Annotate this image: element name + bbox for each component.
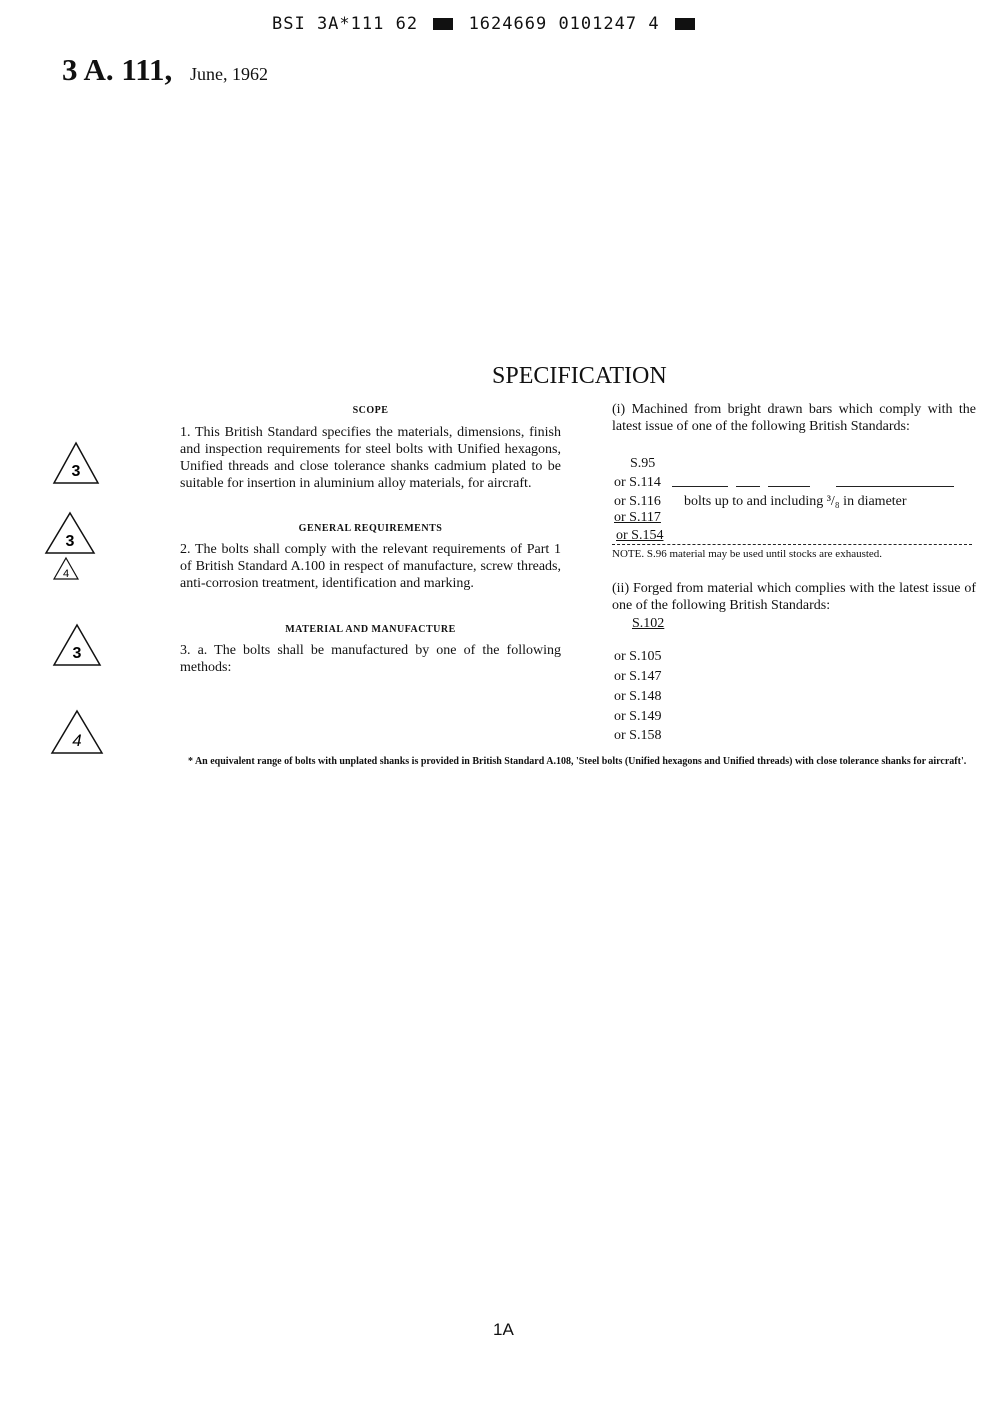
s116-note: bolts up to and including ³/₈ in diameter bbox=[684, 494, 907, 509]
amendment-triangle-icon bbox=[50, 708, 104, 756]
amendment-mark-label: 4 bbox=[62, 568, 70, 580]
machined-standard: or S.154 bbox=[616, 528, 664, 543]
forged-standard: or S.148 bbox=[614, 689, 662, 704]
forged-standard: S.102 bbox=[632, 616, 665, 631]
machined-standard: or S.116 bbox=[614, 494, 661, 509]
machined-text: (i) Machined from bright drawn bars which comply with the latest issue of one of the following British Standards: bbox=[612, 402, 976, 434]
header-block-mark bbox=[433, 18, 453, 30]
amendment-mark-label: 3 bbox=[71, 463, 81, 480]
amendment-mark-label: 3 bbox=[65, 533, 75, 550]
scope-heading: SCOPE bbox=[352, 405, 389, 416]
forged-standard: or S.147 bbox=[614, 669, 662, 684]
forged-standard: or S.158 bbox=[614, 728, 662, 743]
forged-text: (ii) Forged from material which complies with the latest issue of one of the following British Standards: bbox=[612, 581, 976, 613]
forged-standard: or S.149 bbox=[614, 709, 662, 724]
scope-text: 1. This British Standard specifies the materials, dimensions, finish and inspection requirements for steel bolts with Unified hexagons, Unified threads and close tolerance shanks cadmium plated to be suitable for insertion in aluminium alloy materials, for aircraft. bbox=[180, 425, 561, 491]
header-block-mark-end bbox=[675, 18, 695, 30]
header-code-part2: 1624669 0101247 4 bbox=[468, 14, 660, 34]
amendment-triangle-icon bbox=[52, 440, 100, 486]
footnote: * An equivalent range of bolts with unplated shanks is provided in British Standard A.108, 'Steel bolts (Unified hexagons and Unified threads) with close tolerance shanks for aircraft'. bbox=[188, 756, 967, 767]
machined-standard: or S.114 bbox=[614, 475, 661, 490]
header-code bbox=[272, 14, 699, 34]
page-number: 1A bbox=[493, 1320, 514, 1339]
amendment-triangle-icon bbox=[52, 556, 80, 582]
material-heading: MATERIAL AND MANUFACTURE bbox=[285, 624, 456, 635]
document-number: 3 A. 111, bbox=[62, 52, 173, 87]
machined-standard: S.95 bbox=[630, 456, 656, 471]
amendment-mark-label: 4 bbox=[72, 731, 82, 750]
general-heading: GENERAL REQUIREMENTS bbox=[298, 523, 443, 534]
document-date: June, 1962 bbox=[190, 64, 268, 84]
amendment-mark-label: 3 bbox=[72, 645, 82, 662]
header-code-part1: BSI 3A*111 62 bbox=[272, 14, 419, 34]
machined-standard: or S.117 bbox=[614, 510, 661, 525]
material-text: 3. a. The bolts shall be manufactured by one of the following methods: bbox=[180, 643, 561, 675]
page-title: SPECIFICATION bbox=[492, 363, 667, 389]
amendment-triangle-icon bbox=[52, 622, 102, 668]
amendment-triangle-icon bbox=[44, 510, 96, 556]
forged-standard: or S.105 bbox=[614, 649, 662, 664]
material-note: NOTE. S.96 material may be used until stocks are exhausted. bbox=[612, 548, 883, 560]
general-text: 2. The bolts shall comply with the relevant requirements of Part 1 of British Standard A.100 in respect of manufacture, screw threads, anti-corrosion treatment, identification and marking. bbox=[180, 542, 561, 591]
